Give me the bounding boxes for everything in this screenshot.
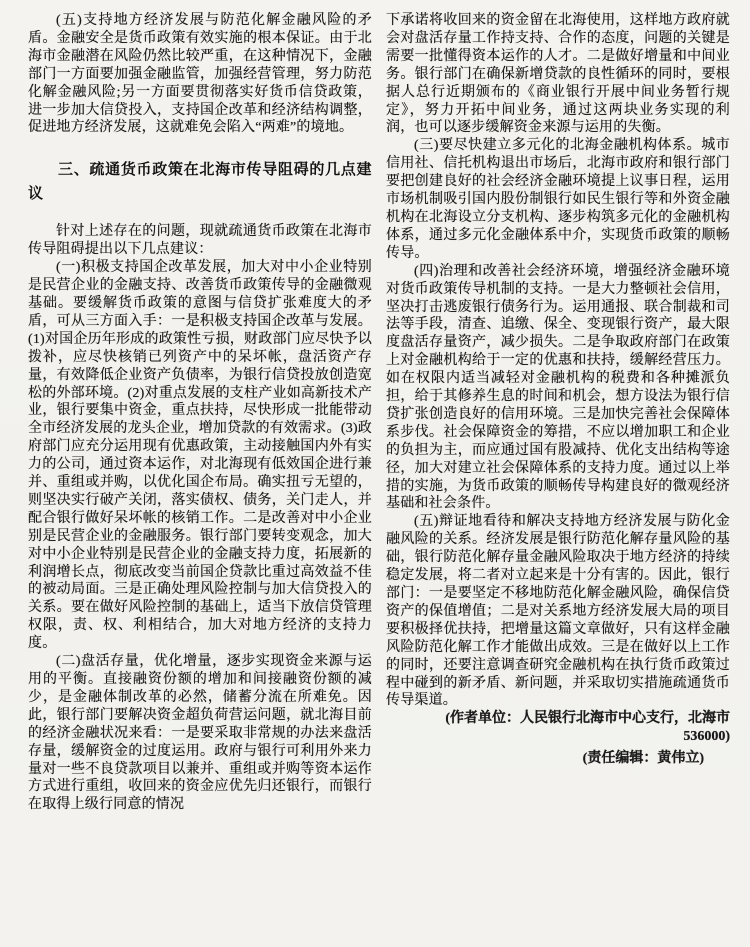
left-column bbox=[28, 12, 372, 947]
suggestion-1-paragraph: (一)积极支持国企改革发展，加大对中小企业特别是民营企业的金融支持、改善货币政策传导的金融微观基础。要缓解货币政策的意图与信贷扩张难度大的矛盾，可从三方面入手：一是积极支持国企改革与发展。(1)对国企历年形成的政策性亏损，财政部门应尽快予以拨补，应尽快核销已列资产中的呆坏帐，盘活资产存量，有效降低企业资产负债率，为银行信贷投放创造宽松的外部环境。(2)对重点发展的支柱产业如高新技术产业，银行要集中资金，重点扶持，尽快形成一批能带动全市经济发展的龙头企业，增加贷款的有效需求。(3)政府部门应充分运用现有优惠政策，主动接触国内外有实力的公司，通过资本运作，对北海现有低效国企进行兼并、重组或并购，以优化国企布局。确实扭亏无望的，则坚决实行破产关闭，落实债权、债务，关门走人，并配合银行做好呆坏帐的核销工作。二是改善对中小企业别是民营企业的金融服务。银行部门要转变观念，加大对中小企业特别是民营企业的金融支持力度，拓展新的利润增长点，彻底改变当前国企贷款比重过高效益不佳的被动局面。三是正确处理风险控制与加大信贷投入的关系。要在做好风险控制的基础上，适当下放信贷管理权限，责、权、利相结合，加大对地方经济的支持力度。 bbox=[28, 260, 372, 652]
suggestion-3-paragraph: (三)要尽快建立多元化的北海金融机构体系。城市信用社、信托机构退出市场后，北海市政府和银行部门要把创建良好的社会经济金融环境提上议事日程，运用市场机制吸引国内股份制银行如民生银行等和外资金融机构在北海设立分支机构、逐步构筑多元化的金融机构体系，通过多元化金融体系中介，实现货币政策的顺畅传导。 bbox=[386, 138, 730, 261]
editor-note: (责任编辑：黄伟立) bbox=[582, 751, 704, 767]
suggestion-5-paragraph: (五)辩证地看待和解决支持地方经济发展与防化金融风险的关系。经济发展是银行防范化解存量风险的基础，银行防范化解存量金融风险取决于地方经济的持续稳定发展，将二者对立起来是十分有害的。因此，银行部门：一是要坚定不移地防范化解金融风险，确保信贷资产的保值增值；二是对关系地方经济发展大局的项目要积极择优扶持，把增量这篇文章做好，只有这样金融风险防范化解工作才能做出成效。三是在做好以上工作的同时，还要注意调查研究金融机构在执行货币政策过程中碰到的新矛盾、新问题，并采取切实措施疏通货币传导渠道。 bbox=[386, 514, 730, 709]
section-3-heading: 三、疏通货币政策在北海市传导阻碍的几点建议 bbox=[28, 161, 372, 203]
paragraph-risk-contradiction: (五)支持地方经济发展与防范化解金融风险的矛盾。金融安全是货币政策有效实施的根本保证。由于北海市金融潜在风险仍然比较严重，在这种情况下，金融部门一方面要加强金融监管，加强经营管理，努力防范化解金融风险;另一方面要贯彻落实好货币信贷政策，进一步加大信贷投入，支持国企改革和经济结构调整，促进地方经济发展，这就难免会陷入“两难”的境地。 bbox=[28, 13, 372, 136]
right-column bbox=[386, 12, 744, 947]
suggestion-2-paragraph-continued: 下承诺将收回来的资金留在北海使用，这样地方政府就会对盘活存量工作持支持、合作的态度，问题的关键是需要一批懂得资本运作的人才。二是做好增量和中间业务。银行部门在确保新增贷款的良性循环的同时，要根据人总行近期颁布的《商业银行开展中间业务暂行规定》，努力开拓中间业务，通过这两块业务实现的利润，也可以逐步缓解资金来源与运用的失衡。 bbox=[386, 13, 730, 136]
suggestion-4-paragraph: (四)治理和改善社会经济环境，增强经济金融环境对货币政策传导机制的支持。一是大力整顿社会信用，坚决打击逃废银行债务行为。运用通报、联合制裁和司法等手段，清查、追缴、保全、变现银行资产，最大限度盘活存量资产，减少损失。二是争取政府部门在政策上对金融机构给于一定的优惠和扶持，缓解经营压力。如在权限内适当减轻对金融机构的税费和各种摊派负担，给于其修养生息的时间和机会，想方设法为银行信贷扩张创造良好的信用环境。三是加快完善社会保障体系步伐。社会保障资金的筹措，不应以增加职工和企业的负担为主，而应通过国有股减持、优化支出结构等途径，加大对建立社会保障体系的支持力度。通过以上举措的实施，为货币政策的顺畅传导构建良好的微观经济基础和社会条件。 bbox=[386, 263, 730, 512]
author-unit-note: (作者单位：人民银行北海市中心支行，北海市 536000) bbox=[445, 711, 744, 745]
intro-paragraph: 针对上述存在的问题，现就疏通货币政策在北海市传导阻碍提出以下几点建议： bbox=[28, 224, 372, 258]
suggestion-2-paragraph-start: (二)盘活存量，优化增量，逐步实现资金来源与运用的平衡。直接融资份额的增加和间接融资份额的减少，是金融体制改革的必然，储蓄分流在所难免。因此，银行部门要解决资金超负荷营运问题，就北海目前的经济金融状况来看：一是要采取非常规的办法来盘活存量，缓解资金的过度运用。政府与银行可利用外来力量对一些不良贷款项目以兼并、重组或并购等资本运作方式进行重组，收回来的资金应优先归还银行，而银行在取得上级行同意的情况 bbox=[28, 654, 372, 813]
